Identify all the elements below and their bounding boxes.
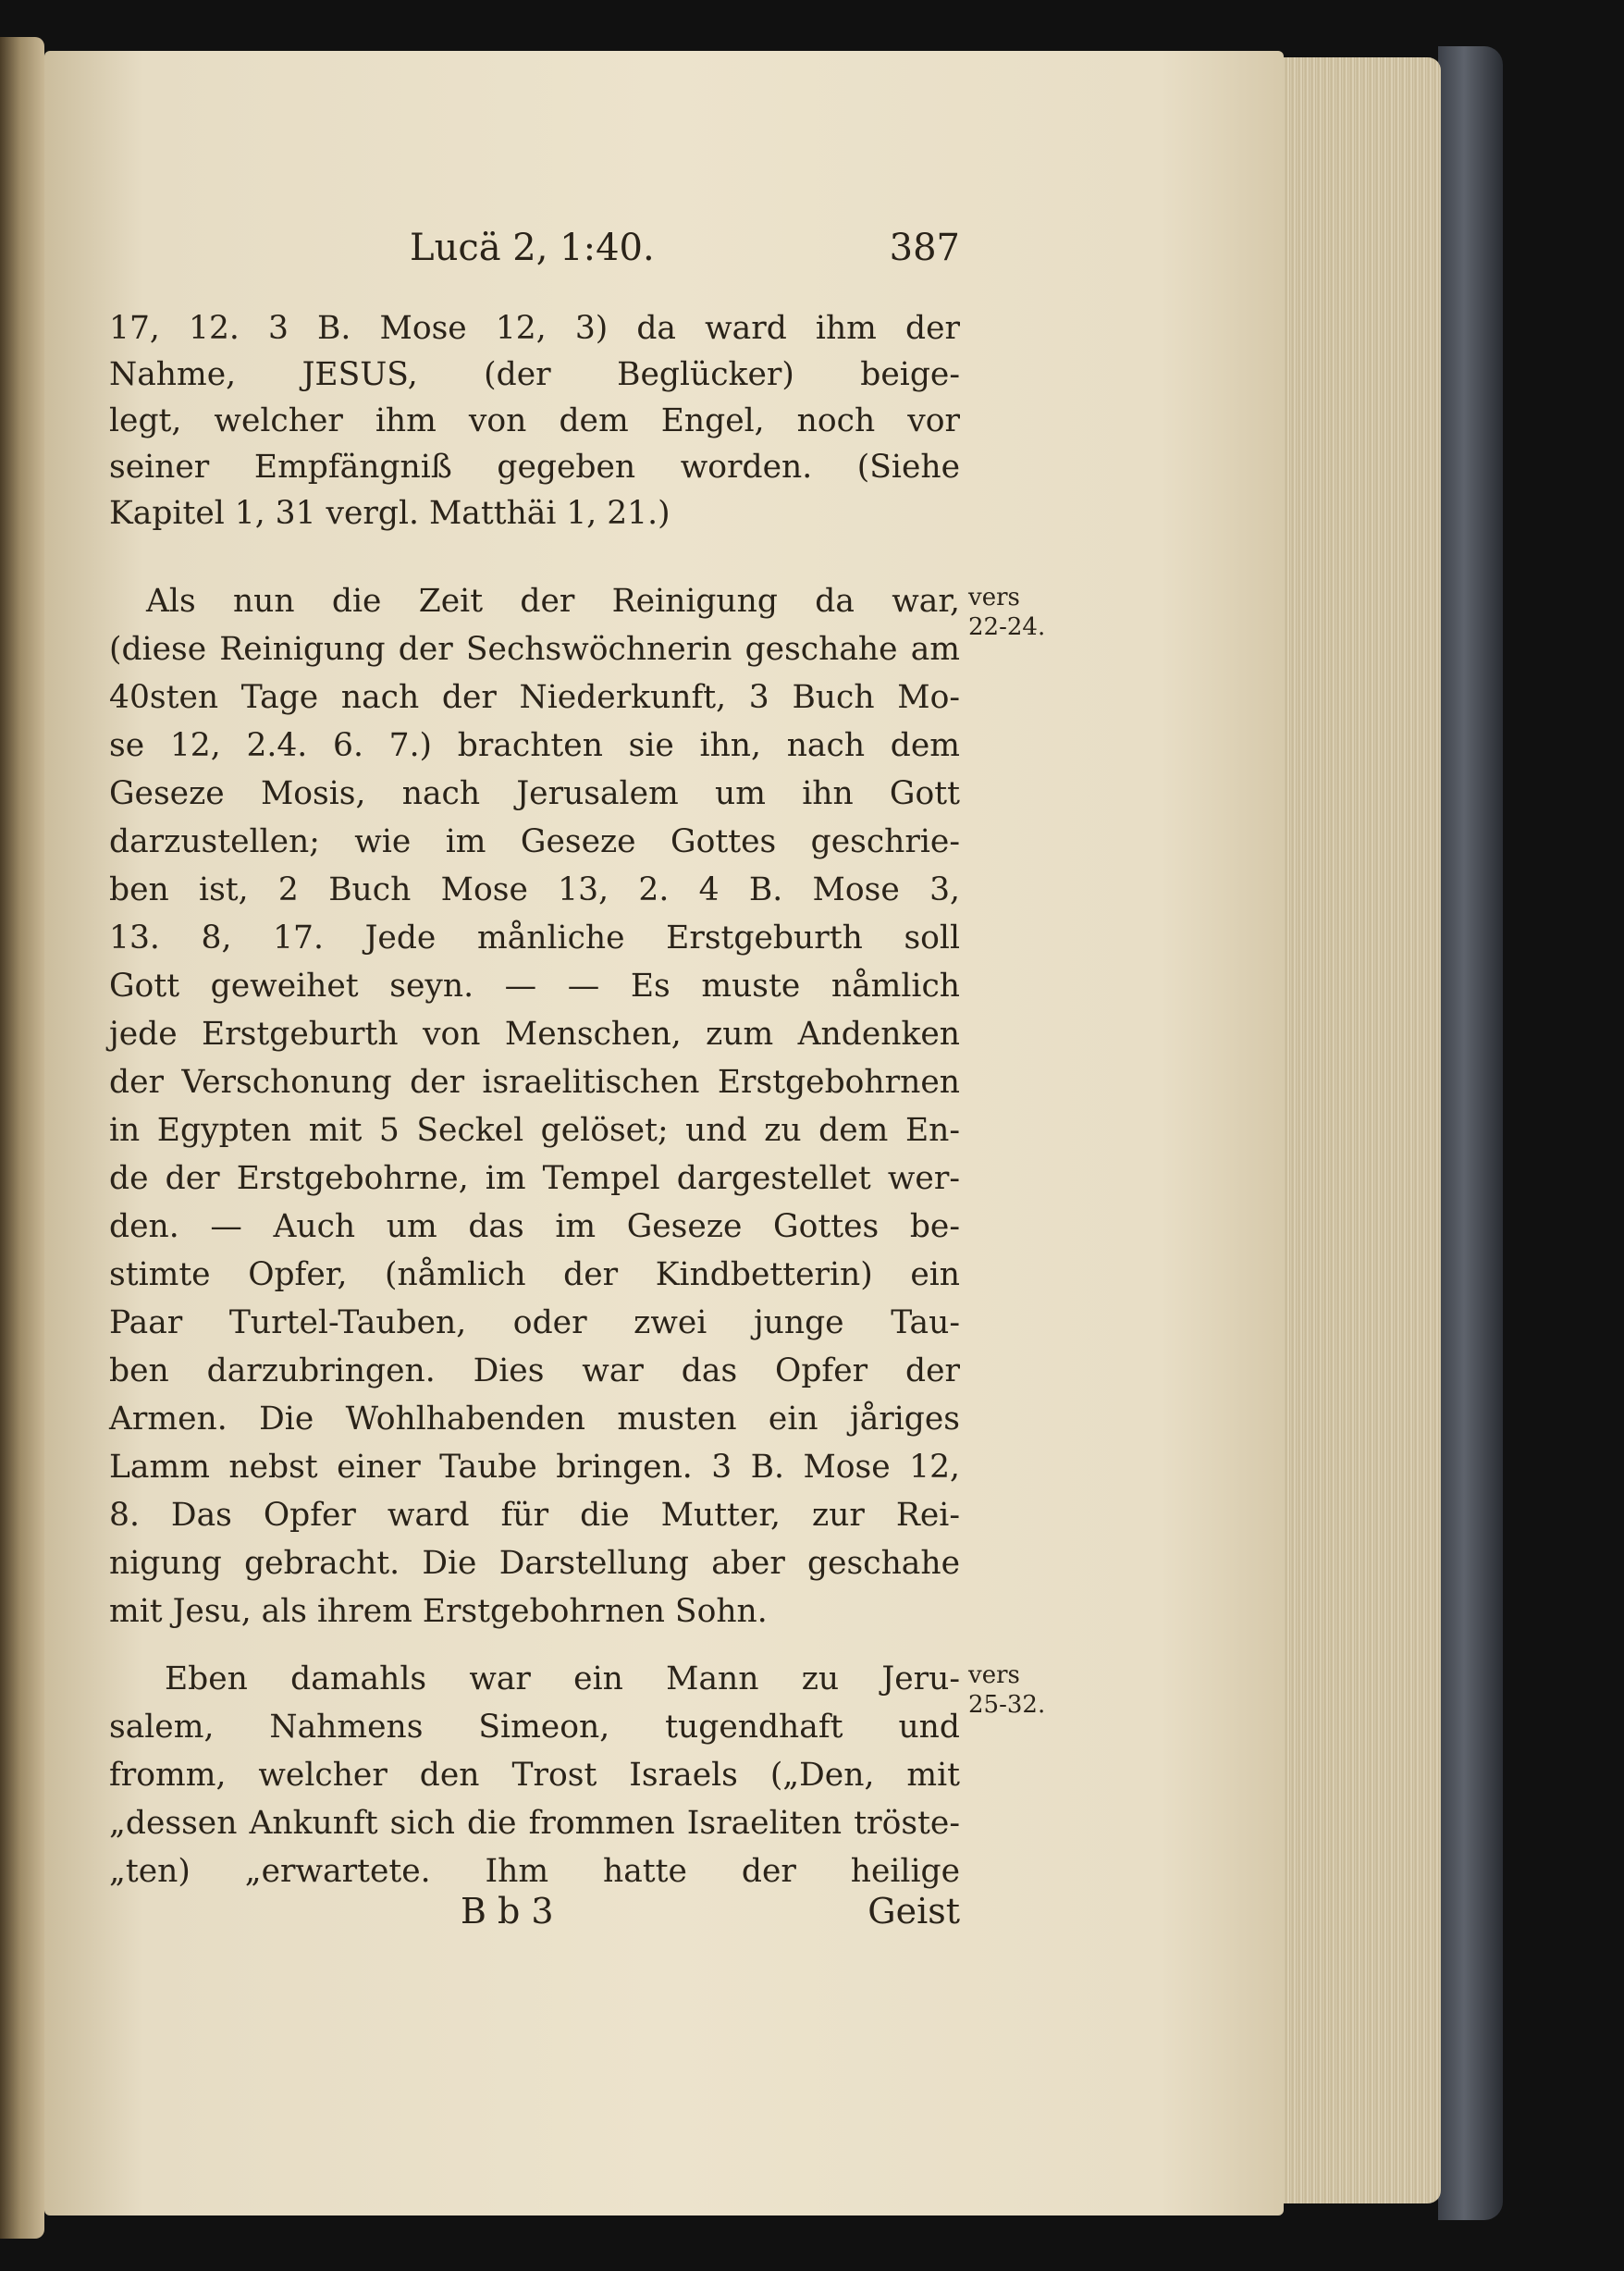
text-line: darzustellen; wie im Geseze Gottes geschrie- bbox=[109, 823, 960, 860]
margin-note-verse bbox=[968, 583, 1045, 642]
page-stack-edge bbox=[1284, 57, 1441, 2203]
text-line: seiner Empfängniß gegeben worden. (Siehe bbox=[109, 449, 960, 486]
text-line: den. — Auch um das im Geseze Gottes be- bbox=[109, 1208, 960, 1245]
text-line: de der Erstgebohrne, im Tempel dargestellet wer- bbox=[109, 1160, 960, 1197]
margin-note-verse bbox=[968, 1660, 1045, 1720]
text-line: „ten) „erwartete. Ihm hatte der heilige bbox=[109, 1853, 960, 1890]
margin-note-label: vers bbox=[968, 1661, 1020, 1689]
text-line: Paar Turtel-Tauben, oder zwei junge Tau- bbox=[109, 1304, 960, 1341]
margin-note-range: 25-32. bbox=[968, 1691, 1046, 1719]
text-line: 8. Das Opfer ward für die Mutter, zur Rei- bbox=[109, 1497, 960, 1534]
running-head-title: Lucä 2, 1:40. bbox=[410, 227, 655, 269]
margin-note-range: 22-24. bbox=[968, 613, 1046, 641]
text-line: fromm, welcher den Trost Israels („Den, mit bbox=[109, 1757, 960, 1794]
text-line: Kapitel 1, 31 vergl. Matthäi 1, 21.) bbox=[109, 495, 671, 532]
text-line: nigung gebracht. Die Darstellung aber geschahe bbox=[109, 1545, 960, 1582]
text-line: legt, welcher ihm von dem Engel, noch vor bbox=[109, 402, 960, 439]
margin-note-label: vers bbox=[968, 584, 1020, 611]
text-line: 40sten Tage nach der Niederkunft, 3 Buch Mo- bbox=[109, 679, 960, 716]
text-line: stimte Opfer, (nåmlich der Kindbetterin) ein bbox=[109, 1256, 960, 1293]
text-line: „dessen Ankunft sich die frommen Israeliten tröste- bbox=[109, 1805, 960, 1842]
text-line: ben darzubringen. Dies war das Opfer der bbox=[109, 1352, 960, 1389]
text-line: ben ist, 2 Buch Mose 13, 2. 4 B. Mose 3, bbox=[109, 871, 960, 908]
left-page-edge bbox=[0, 37, 44, 2239]
text-line: in Egypten mit 5 Seckel gelöset; und zu dem En- bbox=[109, 1112, 960, 1149]
text-line: salem, Nahmens Simeon, tugendhaft und bbox=[109, 1709, 960, 1746]
text-line: jede Erstgeburth von Menschen, zum Andenken bbox=[109, 1016, 960, 1053]
text-line: se 12, 2.4. 6. 7.) brachten sie ihn, nach dem bbox=[109, 727, 960, 764]
text-line: Lamm nebst einer Taube bringen. 3 B. Mose 12, bbox=[109, 1449, 960, 1486]
text-line: der Verschonung der israelitischen Erstgebohrnen bbox=[109, 1064, 960, 1101]
text-line: 13. 8, 17. Jede månliche Erstgeburth soll bbox=[109, 920, 960, 957]
text-line: mit Jesu, als ihrem Erstgebohrnen Sohn. bbox=[109, 1593, 768, 1630]
book-cover bbox=[1438, 46, 1503, 2220]
text-line: Gott geweihet seyn. — — Es muste nåmlich bbox=[109, 968, 960, 1005]
page-number: 387 bbox=[889, 227, 960, 269]
footer-line bbox=[109, 1891, 960, 1943]
text-line: Geseze Mosis, nach Jerusalem um ihn Gott bbox=[109, 775, 960, 812]
paragraph-start-line: Eben damahls war ein Mann zu Jeru- bbox=[165, 1660, 960, 1697]
signature-mark: B b 3 bbox=[461, 1891, 554, 1932]
paragraph-start-line: Als nun die Zeit der Reinigung da war, bbox=[146, 583, 960, 620]
catchword: Geist bbox=[867, 1891, 960, 1932]
text-line: (diese Reinigung der Sechswöchnerin geschahe am bbox=[109, 631, 960, 668]
text-line: Armen. Die Wohlhabenden musten ein jåriges bbox=[109, 1401, 960, 1438]
running-head bbox=[109, 227, 960, 282]
text-line: Nahme, JESUS, (der Beglücker) beige- bbox=[109, 356, 960, 393]
text-line: 17, 12. 3 B. Mose 12, 3) da ward ihm der bbox=[109, 310, 960, 347]
